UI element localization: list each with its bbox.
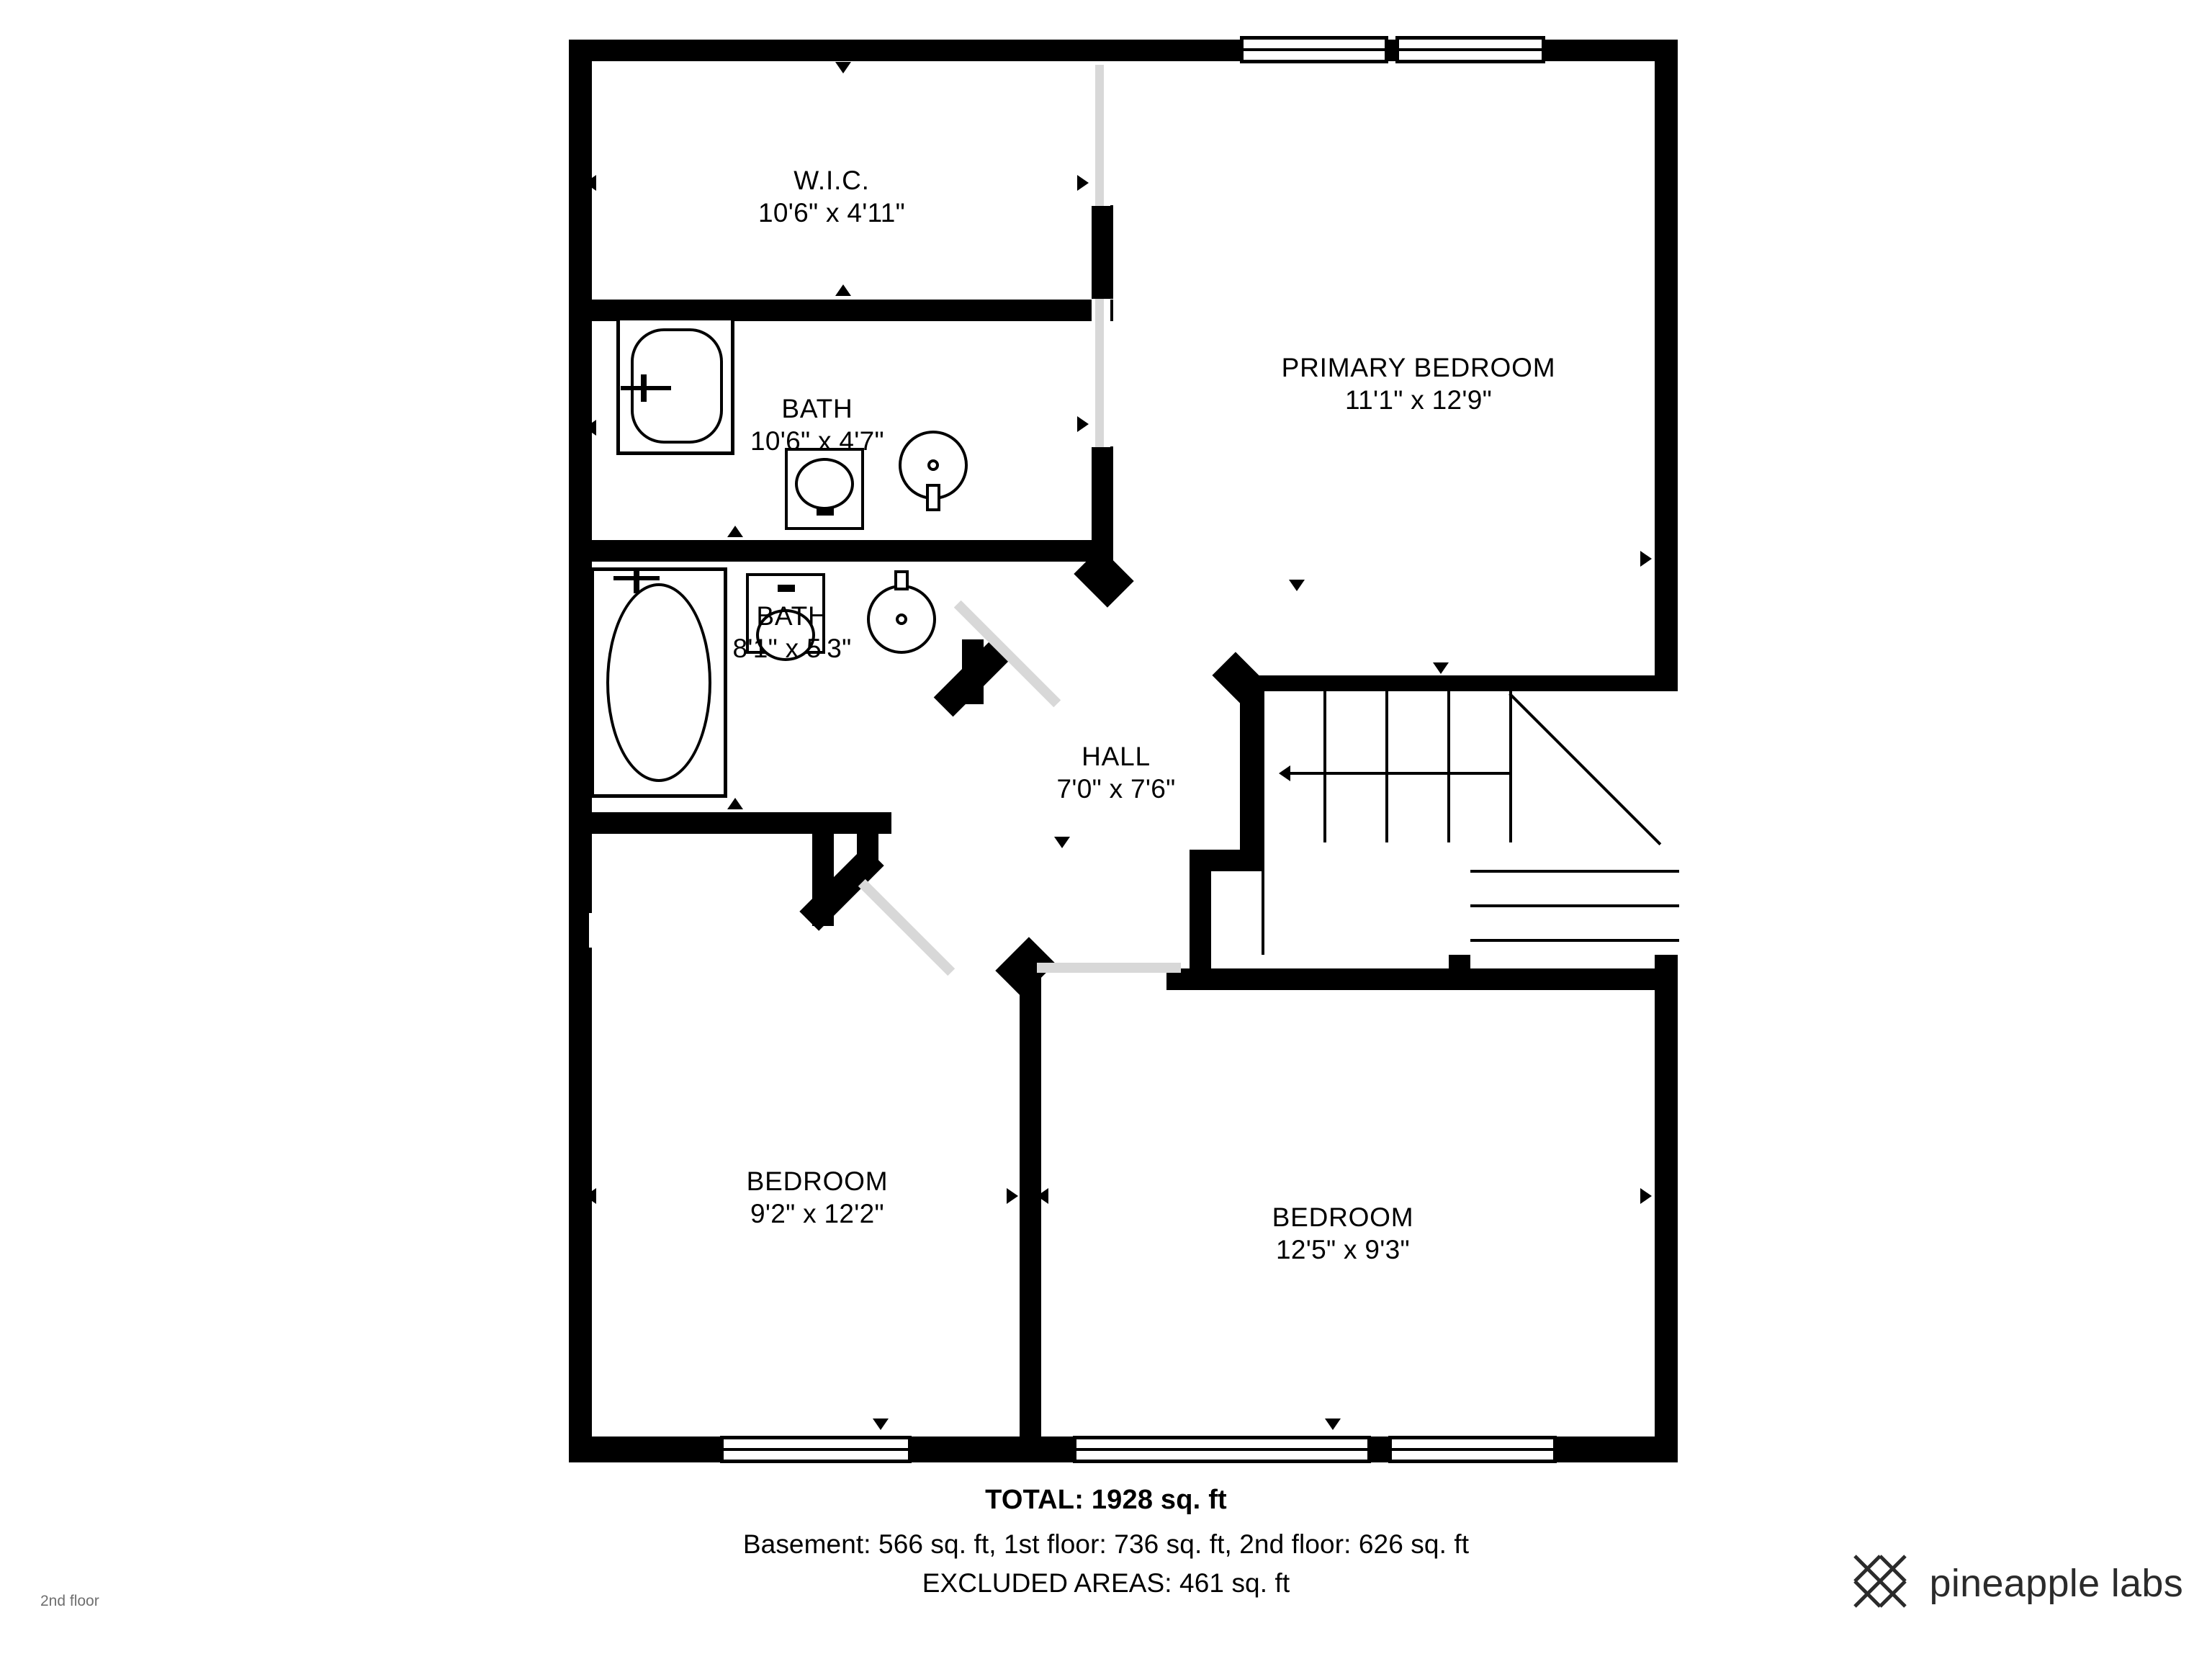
interior-wall-left-bedroom-jog [812,834,834,926]
arrow-wic-right [1077,175,1089,191]
stair-tread [1470,870,1679,873]
stair-tread [1323,691,1326,842]
stair-tread [1262,691,1264,955]
total-area-text: TOTAL: 1928 sq. ft [985,1485,1227,1515]
room-label-wic [670,164,994,229]
interior-wall-wic-right [1092,205,1113,299]
room-dim: 8'1" x 5'3" [732,634,852,664]
arrow-bath1-right [1077,416,1089,432]
window-bottom-left [720,1436,912,1463]
arrow-wic-top [835,62,851,73]
arrow-wic-left [585,175,596,191]
toilet-upper-seat [927,459,939,471]
room-dim: 12'5" x 9'3" [1276,1235,1410,1265]
interior-wall-bedroom-divider [1020,968,1041,1462]
room-label-right-bedroom [1174,1201,1512,1266]
door-swing-hall-bottom [1037,963,1181,973]
arrow-right-bedroom-left [1037,1188,1048,1204]
room-dim: 7'0" x 7'6" [1056,774,1176,804]
stair-direction-line [1289,772,1512,775]
arrow-primary-right [1640,551,1652,567]
room-name: HALL [1082,742,1151,771]
toilet-lower-tank [894,570,909,590]
room-label-left-bedroom [648,1165,986,1230]
door-swing-hall-lower [858,879,955,976]
window-top-left [1240,36,1388,63]
area-breakdown-text: Basement: 566 sq. ft, 1st floor: 736 sq. ft, 2nd floor: 626 sq. ft [742,1529,1470,1559]
interior-wall-bath-right [1092,446,1113,554]
window-top-right [1395,36,1545,63]
bathtub-lower-faucet-knob [634,570,639,593]
stair-tread [1447,691,1450,842]
vanity-upper-basin [795,458,854,510]
arrow-primary-inner [1289,580,1305,591]
room-name: PRIMARY BEDROOM [1281,353,1556,382]
window-bottom-mid [1073,1436,1371,1463]
floor-note: 2nd floor [40,1593,99,1609]
stair-tread [1470,939,1679,942]
exterior-wall-left [569,40,592,1462]
brand-logo [1849,1550,2183,1616]
room-name: W.I.C. [793,166,870,195]
stair-tread [1385,691,1388,842]
room-name: BATH [756,601,828,631]
vanity-lower-faucet [778,585,795,592]
arrow-bath2-bottom [727,798,743,809]
arrow-left-bedroom-right [1007,1188,1018,1204]
interior-wall-bath1-bottom [580,540,1113,562]
room-name: BEDROOM [746,1166,889,1196]
arrow-bath1-left [585,420,596,436]
room-name: BATH [781,394,853,423]
room-dim: 10'6" x 4'7" [750,426,884,457]
toilet-upper-tank [926,484,940,511]
arrow-hall-center [1054,837,1070,848]
arrow-bath1-bottom [727,526,743,537]
room-dim: 9'2" x 12'2" [750,1199,884,1229]
arrow-left-bedroom-bottom [873,1419,889,1430]
door-gap-left-bedroom [589,913,601,948]
room-label-bath-upper [666,392,968,457]
footer-total [0,1485,2212,1516]
stair-direction-arrow [1279,765,1290,781]
door-swing-bath1 [1095,299,1104,447]
door-swing-wic [1095,65,1104,206]
room-name: BEDROOM [1272,1202,1414,1232]
window-bottom-right [1388,1436,1557,1463]
arrow-right-bedroom-right [1640,1188,1652,1204]
brand-name: pineapple labs [1929,1561,2183,1605]
interior-wall-right-bedroom-top [1166,968,1678,990]
interior-wall-bath2-bottom [580,812,891,834]
pineapple-lattice-icon [1849,1550,1911,1616]
room-dim: 10'6" x 4'11" [757,198,906,228]
excluded-area-text: EXCLUDED AREAS: 461 sq. ft [922,1568,1290,1598]
arrow-right-bedroom-bottom [1325,1419,1341,1430]
interior-wall-bath2-jog-2 [857,812,878,863]
room-dim: 11'1" x 12'9" [1344,385,1493,415]
stair-tread [1470,904,1679,907]
arrow-primary-stair [1433,662,1449,674]
room-label-hall [972,740,1260,805]
room-label-bath-lower [652,600,932,665]
room-label-primary-bedroom [1123,351,1714,416]
vanity-upper-faucet [817,508,834,516]
stair-tread [1509,691,1512,842]
bathtub-upper-faucet-knob [641,374,647,402]
arrow-wic-bottom [835,284,851,296]
arrow-left-bedroom-left [585,1188,596,1204]
interior-wall-bath2-jog [962,639,984,704]
